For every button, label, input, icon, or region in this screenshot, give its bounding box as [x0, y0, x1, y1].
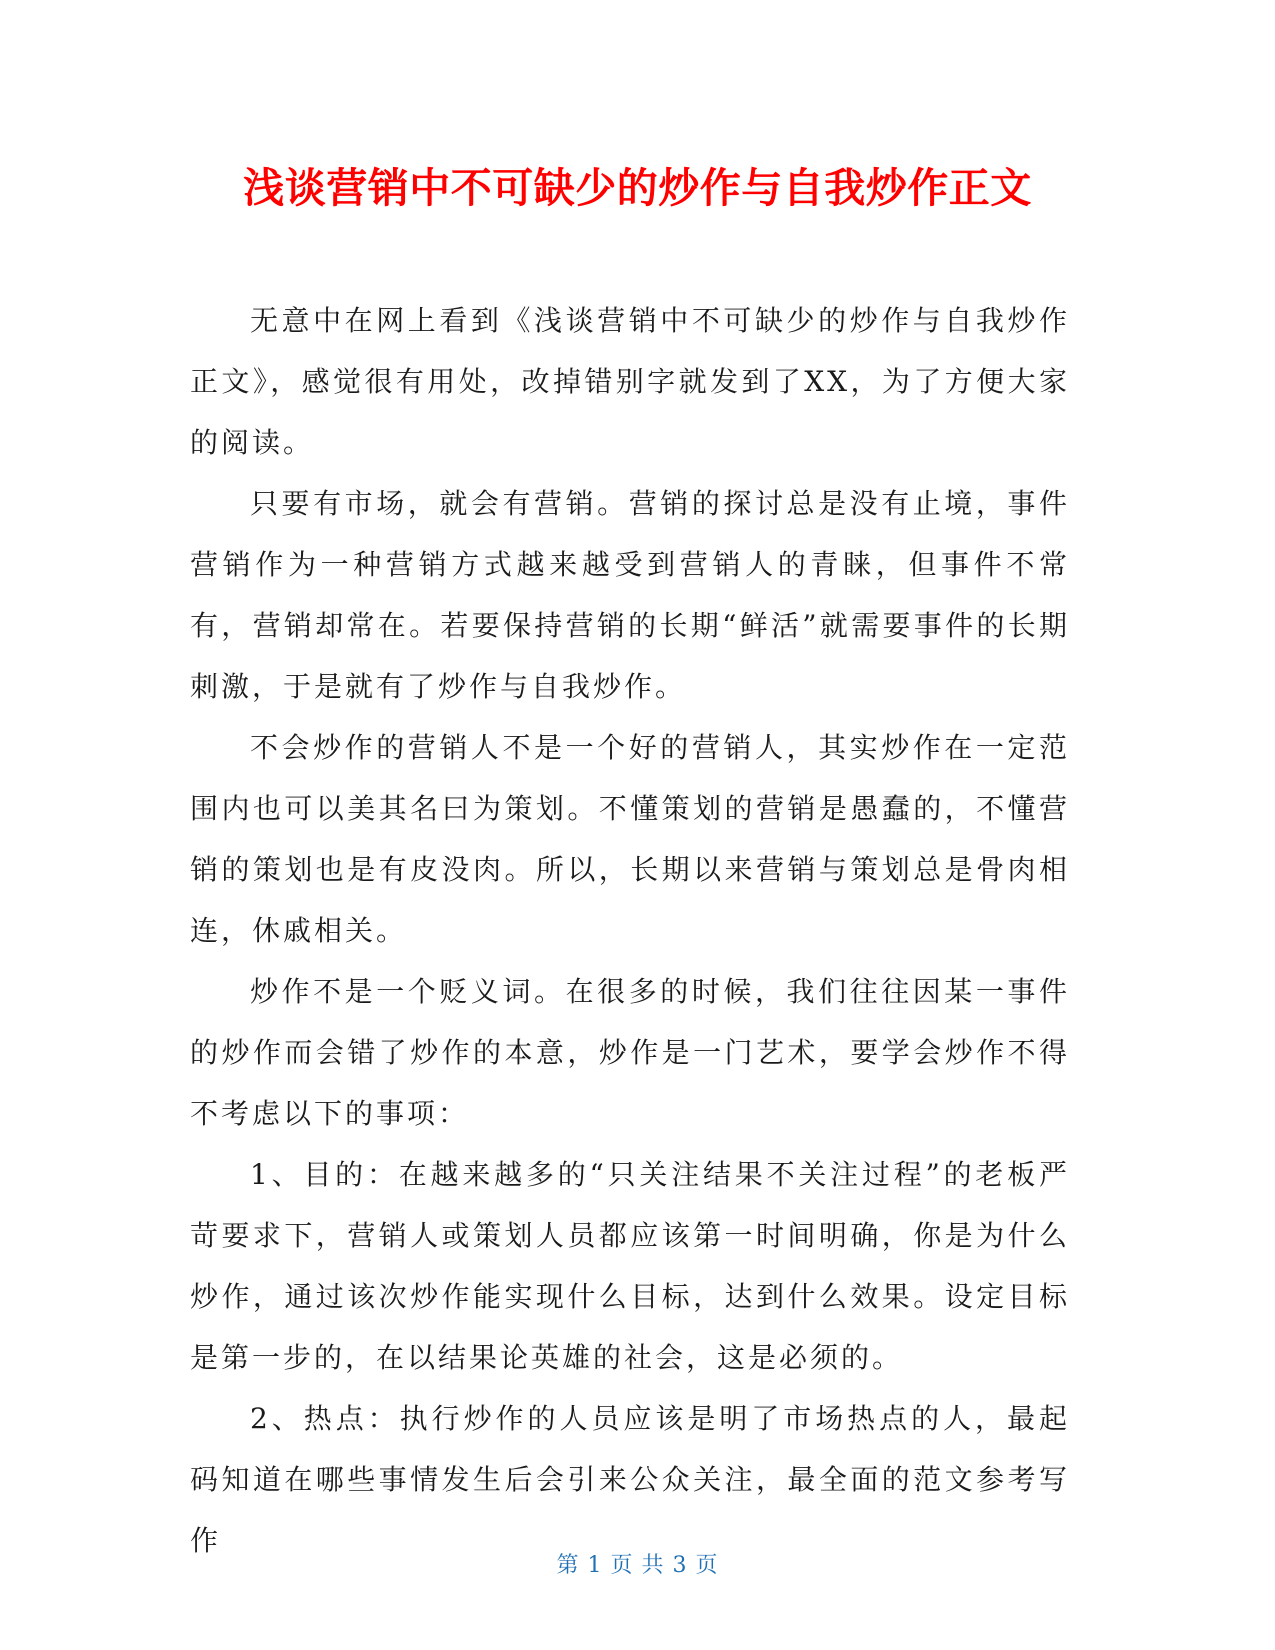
- paragraph: 不会炒作的营销人不是一个好的营销人，其实炒作在一定范围内也可以美其名曰为策划。不懂策划的营销是愚蠢的，不懂营销的策划也是有皮没肉。所以，长期以来营销与策划总是骨肉相连，休戚相关。: [190, 731, 1070, 947]
- page-label-mid: 页 共: [610, 1553, 665, 1578]
- page-label-prefix: 第: [556, 1553, 580, 1578]
- paragraph: 无意中在网上看到《浅谈营销中不可缺少的炒作与自我炒作正文》，感觉很有用处，改掉错别字就发到了XX，为了方便大家的阅读。: [190, 304, 1070, 459]
- page-footer: [0, 1548, 1275, 1579]
- total-pages-number: 3: [672, 1553, 688, 1578]
- page-label-suffix: 页: [695, 1553, 719, 1578]
- paragraph: 只要有市场，就会有营销。营销的探讨总是没有止境，事件营销作为一种营销方式越来越受到营销人的青睐，但事件不常有，营销却常在。若要保持营销的长期“鲜活”就需要事件的长期刺激，于是就有了炒作与自我炒作。: [190, 487, 1070, 703]
- paragraph: 2、热点：执行炒作的人员应该是明了市场热点的人，最起码知道在哪些事情发生后会引来公众关注，最全面的范文参考写作: [190, 1402, 1070, 1557]
- paragraph: 炒作不是一个贬义词。在很多的时候，我们往往因某一事件的炒作而会错了炒作的本意，炒作是一门艺术，要学会炒作不得不考虑以下的事项：: [190, 975, 1070, 1130]
- paragraph: 1、目的：在越来越多的“只关注结果不关注过程”的老板严苛要求下，营销人或策划人员都应该第一时间明确，你是为什么炒作，通过该次炒作能实现什么目标，达到什么效果。设定目标是第一步的，在以结果论英雄的社会，这是必须的。: [190, 1158, 1070, 1374]
- document-body: [190, 290, 1070, 1571]
- current-page-number: 1: [587, 1553, 603, 1578]
- document-title: 浅谈营销中不可缺少的炒作与自我炒作正文: [243, 164, 1032, 212]
